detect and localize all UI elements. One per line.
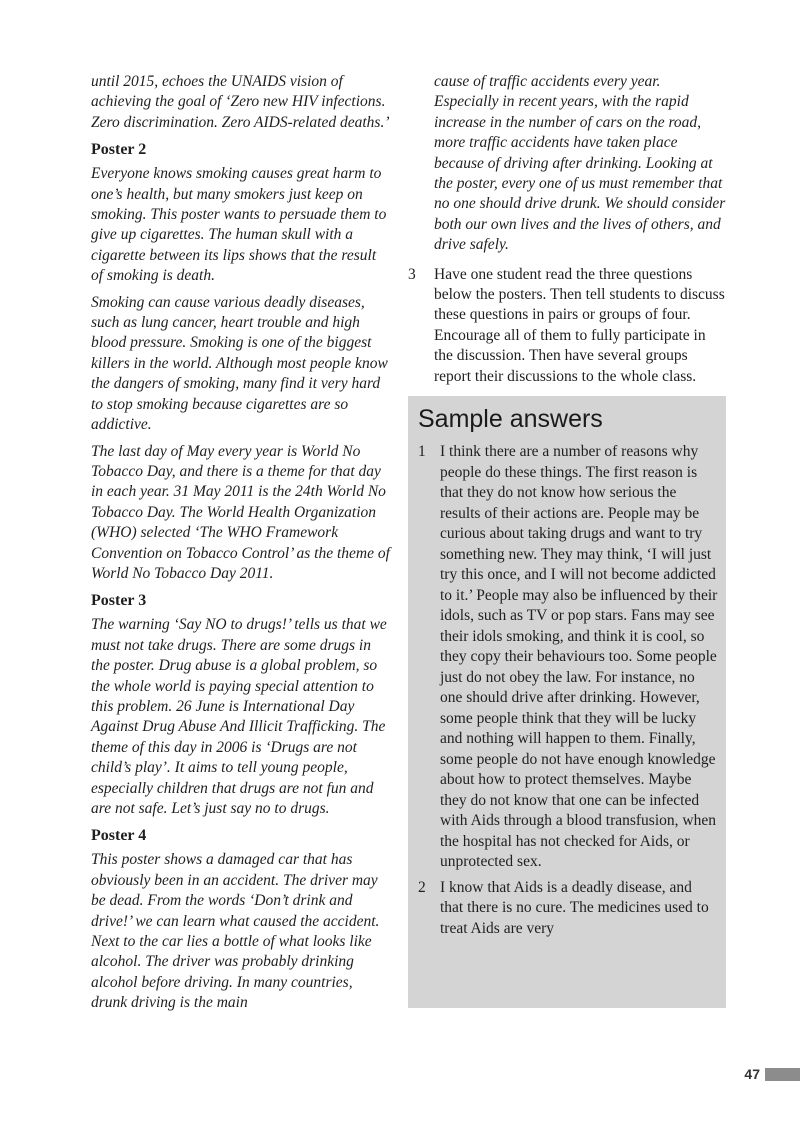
answer-number: 1 <box>418 443 426 461</box>
left-column <box>91 72 391 1020</box>
answer-text: I think there are a number of reasons why people do these things. The first reason is that they do not know how serious the results of their actions are. People may be curious about taking drugs and want to try something new. They may think, ‘I will just try this once, and I will not become addicted to it.’ People may also be influenced by their idols, such as TV or pop stars. Fans may see their idols smoking, and think it is cool, so they copy their behaviours too. Some people just do not obey the law. For instance, no one should drive after drinking. However, some people think that they will be lucky and nothing will happen to them. Finally, some people do not have enough knowledge about how to protect themselves. Maybe they do not know that one can be infected with Aids through a blood transfusion, when the hospital has not checked for Aids, or unprotected sex. <box>440 443 718 871</box>
item-number: 3 <box>408 265 416 283</box>
answer-item-1 <box>418 442 718 873</box>
answer-number: 2 <box>418 878 426 896</box>
poster-2-heading: Poster 2 <box>91 141 147 159</box>
sample-answers-title: Sample answers <box>418 405 603 434</box>
poster-3-heading: Poster 3 <box>91 592 147 610</box>
right-column <box>408 72 726 1008</box>
page-number: 47 <box>744 1066 760 1082</box>
poster-4-heading: Poster 4 <box>91 827 147 845</box>
instruction-text: Have one student read the three questions below the posters. Then tell students to discuss these questions in pairs or groups of four. Encourage all of them to fully participate in the discussion. Then have several groups report their discussions to the whole class. <box>434 265 725 385</box>
paragraph-world-no-tobacco-day: The last day of May every year is World No Tobacco Day, and there is a theme for that day in each year. 31 May 2011 is the 24th World No Tobacco Day. The World Health Organization (WHO) selected ‘The WHO Framework Convention on Tobacco Control’ as the theme of World No Tobacco Day 2011. <box>91 442 390 582</box>
paragraph-smoking-diseases: Smoking can cause various deadly diseases, such as lung cancer, heart trouble and high blood pressure. Smoking is one of the biggest killers in the world. Although most people know the dangers of smoking, many find it very hard to stop smoking because cigarettes are so addictive. <box>91 293 388 434</box>
paragraph-drunk-driving-continued: cause of traffic accidents every year. Especially in recent years, with the rapid increase in the number of cars on the road, more traffic accidents have taken place because of driving after drinking. Looking at the poster, every one of us must remember that no one should drive drunk. We should consider both our own lives and the lives of others, and drive safely. <box>434 73 726 254</box>
paragraph-drunk-driving: This poster shows a damaged car that has obviously been in an accident. The driver may be dead. From the words ‘Don’t drink and drive!’ we can learn what caused the accident. Next to the car lies a bottle of what looks like alcohol. The driver was probably drinking alcohol before driving. In many countries, drunk driving is the main <box>91 851 380 1012</box>
page-number-bar <box>765 1068 800 1081</box>
paragraph-smoking-harm: Everyone knows smoking causes great harm to one’s health, but many smokers just keep on smoking. This poster wants to persuade them to give up cigarettes. The human skull with a cigarette between its lips shows that the result of smoking is death. <box>91 165 387 285</box>
sample-answers-box <box>408 396 726 1008</box>
answer-item-2 <box>418 878 718 940</box>
answer-text: I know that Aids is a deadly disease, and that there is no cure. The medicines used to treat Aids are very <box>440 878 709 937</box>
instruction-item-3 <box>408 265 726 387</box>
paragraph-drugs: The warning ‘Say NO to drugs!’ tells us that we must not take drugs. There are some drugs in the poster. Drug abuse is a global problem, so the whole world is paying special attention to this problem. 26 June is International Day Against Drug Abuse And Illicit Trafficking. The theme of this day in 2006 is ‘Drugs are not child’s play’. It aims to tell young people, especially children that drugs are not fun and are not safe. Let’s just say no to drugs. <box>91 616 387 817</box>
paragraph-unaids: until 2015, echoes the UNAIDS vision of achieving the goal of ‘Zero new HIV infections. Zero discrimination. Zero AIDS-related deaths.’ <box>91 73 390 131</box>
